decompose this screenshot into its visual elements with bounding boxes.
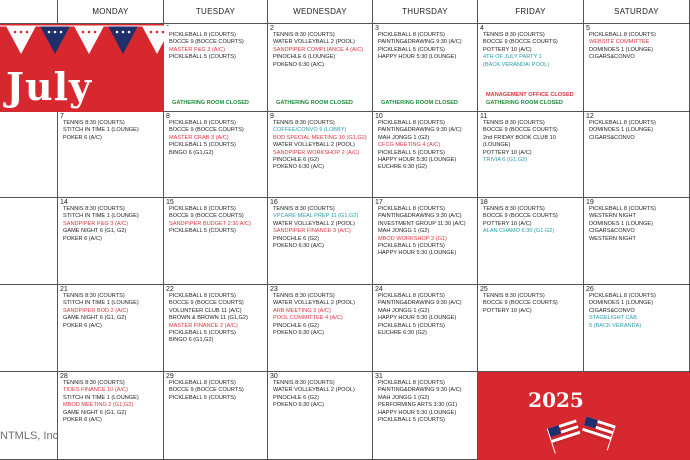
event-item[interactable]: DOMINOES 1 (LOUNGE) (589, 127, 654, 134)
event-item[interactable]: PICKLEBALL 8 (COURTS) (589, 293, 656, 299)
day-cell[interactable] (584, 24, 690, 112)
day-number: 9 (270, 113, 274, 120)
pennant-flag (108, 26, 138, 54)
event-item[interactable]: SANDPIPER COMPLIANCE 4 (A/C) (273, 46, 364, 53)
star-dot (82, 31, 85, 34)
event-item[interactable]: BOCCE 9 (BOCCE COURTS) (169, 127, 244, 134)
event-item[interactable]: PICKLEBALL 5 (COURTS) (169, 54, 236, 61)
event-item[interactable]: POTTERY 10 (A/C) (483, 307, 532, 314)
day-cell[interactable] (478, 112, 584, 198)
star-dot (156, 31, 159, 34)
event-item[interactable]: HAPPY HOUR 5:30 (LOUNGE) (378, 315, 457, 322)
day-header-sunday (0, 0, 58, 24)
day-cell[interactable] (373, 24, 478, 112)
event-item[interactable]: TENNIS 8:30 (COURTS) (273, 293, 335, 299)
event-item[interactable]: BOCCE 9 (BOCCE COURTS) (483, 213, 558, 220)
event-item[interactable]: 4TH OF JULY PARTY 1 (483, 54, 542, 61)
star-dot (150, 31, 153, 34)
day-number: 17 (375, 199, 383, 206)
event-item[interactable]: BOCCE 9 (BOCCE COURTS) (483, 127, 558, 134)
event-item[interactable]: MASTER P&G 3 (A/C) (169, 46, 225, 53)
event-item[interactable]: POKER 6 (A/C) (63, 134, 102, 141)
day-cell[interactable] (268, 24, 373, 112)
event-item[interactable]: TENNIS 8:30 (COURTS) (63, 120, 125, 126)
event-item[interactable]: POTTERY 10 (A/C) (483, 149, 532, 156)
day-number: 19 (586, 199, 594, 206)
event-item[interactable]: BOCCE 9 (BOCCE COURTS) (483, 300, 558, 307)
event-item[interactable]: PICKLEBALL 5 (COURTS) (378, 243, 445, 249)
event-item[interactable]: STAGELIGHT CAB (589, 315, 637, 322)
event-item[interactable]: STITCH IN TIME 1 (LOUNGE) (63, 127, 139, 134)
day-cell[interactable] (0, 285, 58, 372)
day-cell[interactable] (373, 372, 478, 460)
event-item[interactable]: SANDPIPER BUDGET 2:30 A/C) (169, 220, 251, 227)
event-item[interactable]: MAH JONGG 1 (G2) (378, 307, 430, 314)
event-item[interactable]: BINGO 6 (G1,G2) (169, 337, 214, 344)
event-item[interactable]: SANDPIPER WORKSHOP 2 (A/C) (273, 149, 360, 156)
event-item[interactable]: WATER VOLLEYBALL 2 (POOL) (273, 39, 355, 46)
event-item[interactable]: POKER 6 (A/C) (63, 417, 102, 423)
event-item[interactable]: STITCH IN TIME 1 (LOUNGE) (63, 394, 139, 401)
day-number: 3 (375, 25, 379, 32)
event-item[interactable]: POKENO 6:30 (A/C) (273, 402, 324, 409)
day-cell[interactable] (58, 372, 164, 460)
event-item[interactable]: WESTERN NIGHT (589, 213, 636, 220)
event-item[interactable]: PICKLEBALL 8 (COURTS) (589, 120, 656, 126)
day-cell[interactable] (58, 285, 164, 372)
day-cell[interactable] (164, 198, 268, 285)
event-item[interactable]: POKENO 6:30 (A/C) (273, 164, 324, 171)
star-dot (116, 31, 119, 34)
event-item[interactable]: PICKLEBALL 8 (COURTS) (589, 32, 656, 38)
day-cell[interactable] (58, 198, 164, 285)
event-item[interactable]: MBOD WORKSHOP 2 (G1) (378, 235, 447, 242)
event-item[interactable]: PICKLEBALL 8 (COURTS) (589, 206, 656, 212)
day-number: 15 (166, 199, 174, 206)
event-item[interactable]: PICKLEBALL 8 (COURTS) (378, 293, 445, 299)
event-item[interactable]: TIDES FINANCE 10 (A/C) (63, 387, 128, 394)
event-item[interactable]: TENNIS 8:30 (COURTS) (273, 120, 335, 126)
event-item[interactable]: PICKLEBALL 8 (COURTS) (378, 380, 445, 386)
event-item[interactable]: STITCH IN TIME 1 (LOUNGE) (63, 300, 139, 307)
event-item[interactable]: WATER VOLLEYBALL 2 (POOL) (273, 387, 355, 394)
event-item[interactable]: PICKLEBALL 8 (COURTS) (169, 206, 236, 212)
day-number: 14 (60, 199, 68, 206)
event-item[interactable]: TENNIS 8:30 (COURTS) (483, 32, 545, 38)
pennant-flag (40, 26, 70, 54)
star-dot (20, 31, 23, 34)
event-item[interactable]: PICKLEBALL 5 (COURTS) (378, 322, 445, 329)
day-cell[interactable] (164, 112, 268, 198)
closure-notice: GATHERING ROOM CLOSED (276, 100, 353, 106)
event-item[interactable]: HAPPY HOUR 5:30 (LOUNGE) (378, 250, 457, 257)
star-dot (14, 31, 17, 34)
day-cell[interactable] (478, 198, 584, 285)
event-item[interactable]: 5 (BACK VERANDA) (589, 322, 642, 329)
day-header-tuesday: TUESDAY (164, 0, 268, 24)
event-item[interactable]: DOMINOES 1 (LOUNGE) (589, 300, 654, 307)
event-item[interactable]: TENNIS 8:30 (COURTS) (483, 120, 545, 126)
event-item[interactable]: WATER VOLLEYBALL 2 (POOL) (273, 220, 355, 227)
day-cell[interactable] (268, 198, 373, 285)
event-item[interactable]: SANDPIPER BOD 2 (A/C) (63, 307, 129, 314)
day-header-saturday: SATURDAY (584, 0, 690, 24)
day-number: 21 (60, 286, 68, 293)
day-cell[interactable] (373, 285, 478, 372)
event-item[interactable]: PICKLEBALL 8 (COURTS) (169, 120, 236, 126)
event-item[interactable]: STITCH IN TIME 1 (LOUNGE) (63, 213, 139, 220)
day-number: 23 (270, 286, 278, 293)
event-item[interactable]: PINOCHLE 6 (G2) (273, 394, 320, 401)
crossed-flags-icon (546, 416, 626, 450)
day-cell[interactable] (268, 112, 373, 198)
event-item[interactable]: WATER VOLLEYBALL 2 (POOL) (273, 142, 355, 149)
event-item[interactable]: PINOCHLE 6 (G2) (273, 235, 320, 242)
event-item[interactable]: PICKLEBALL 5 (COURTS) (378, 417, 445, 423)
star-dot (162, 31, 165, 34)
day-cell[interactable] (0, 372, 58, 460)
day-number: 5 (586, 25, 590, 32)
event-item[interactable]: HAPPY HOUR 5:30 (LOUNGE) (378, 409, 457, 416)
event-item[interactable]: DOMINOES 1 (LOUNGE) (589, 220, 654, 227)
event-item[interactable]: HAPPY HOUR 5:30 (LOUNGE) (378, 157, 457, 163)
day-cell[interactable] (584, 285, 690, 372)
event-item[interactable]: 2nd FRIDAY BOOK CLUB 10 (483, 134, 556, 141)
day-cell[interactable] (0, 112, 58, 198)
day-cell[interactable] (478, 285, 584, 372)
day-cell[interactable] (164, 24, 268, 112)
event-item[interactable]: BOD SPECIAL MEETING 10 (G1,G2) (273, 134, 367, 141)
event-item[interactable]: (LOUNGE) (483, 142, 511, 149)
day-number: 2 (270, 25, 274, 32)
event-item[interactable]: POKENO 6:30 (A/C) (273, 243, 324, 249)
event-item[interactable]: GAME NIGHT 6 (G1, G2) (63, 228, 127, 235)
event-item[interactable]: INVESTMENT GROUP 11:30 (A/C) (378, 220, 466, 227)
event-item[interactable]: SANDPIPER FINANCE 3 (A/C) (273, 228, 351, 235)
event-item[interactable]: MAH JONGG 1 (G2) (378, 134, 430, 141)
event-item[interactable]: POKENO 6:30 (A/C) (273, 330, 324, 336)
event-item[interactable]: PICKLEBALL 8 (COURTS) (378, 32, 445, 38)
day-number: 16 (270, 199, 278, 206)
event-item[interactable]: BOCCE 9 (BOCCE COURTS) (169, 39, 244, 46)
pennant-flag (6, 26, 36, 54)
event-item[interactable]: PICKLEBALL 5 (COURTS) (169, 394, 236, 401)
event-item[interactable]: WESTERN NIGHT (589, 235, 636, 242)
day-cell[interactable] (584, 112, 690, 198)
event-item[interactable]: MASTER FINANCE 2 (A/C) (169, 322, 238, 329)
day-header-thursday: THURSDAY (373, 0, 478, 24)
pennant-flag (74, 26, 104, 54)
event-item[interactable]: WEBSITE COMMITTEE (589, 39, 650, 46)
day-number: 18 (480, 199, 488, 206)
event-item[interactable]: TENNIS 8:30 (COURTS) (273, 32, 335, 38)
event-item[interactable]: VOLUNTEER CLUB 11 (A/C) (169, 307, 242, 314)
event-item[interactable]: (BACK VERANDA/ POOL) (483, 61, 550, 68)
event-item[interactable]: VPCARE MEAL PREP 11 (G1,G2) (273, 213, 359, 220)
event-item[interactable]: SANDPIPER P&G 3 (A/C) (63, 220, 128, 227)
day-header-friday: FRIDAY (478, 0, 584, 24)
day-number: 10 (375, 113, 383, 120)
event-item[interactable]: CIGARS&CONVO (589, 228, 635, 235)
day-number: 29 (166, 373, 174, 380)
day-header-wednesday: WEDNESDAY (268, 0, 373, 24)
event-item[interactable]: BOCCE 9 (BOCCE COURTS) (169, 387, 244, 394)
event-item[interactable]: TENNIS 8:30 (COURTS) (63, 293, 125, 299)
event-item[interactable]: POKENO 6:30 (A/C) (273, 61, 324, 68)
day-cell[interactable] (164, 285, 268, 372)
event-item[interactable]: TENNIS 8:30 (COURTS) (63, 380, 125, 386)
star-dot (26, 31, 29, 34)
event-item[interactable]: TENNIS 8:30 (COURTS) (273, 206, 335, 212)
day-number: 30 (270, 373, 278, 380)
event-item[interactable]: DOMINOES 1 (LOUNGE) (589, 46, 654, 53)
closure-notice: MANAGEMENT OFFICE CLOSED (486, 92, 574, 98)
day-cell[interactable] (58, 112, 164, 198)
event-item[interactable]: TENNIS 8:30 (COURTS) (273, 380, 335, 386)
event-item[interactable]: PICKLEBALL 8 (COURTS) (378, 120, 445, 126)
event-item[interactable]: BOCCE 9 (BOCCE COURTS) (483, 39, 558, 46)
star-dot (60, 31, 63, 34)
day-header-monday: MONDAY (58, 0, 164, 24)
event-item[interactable]: MAH JONGG 1 (G2) (378, 228, 430, 235)
day-cell[interactable] (373, 198, 478, 285)
event-item[interactable]: ARB MEETING 3 (A/C) (273, 307, 331, 314)
event-item[interactable]: TENNIS 8:30 (COURTS) (483, 293, 545, 299)
event-item[interactable]: PINOCHLE 6 (G2) (273, 157, 320, 163)
event-item[interactable]: PAINTING&DRAWING 9:30 (A/C) (378, 127, 462, 134)
day-number: 12 (586, 113, 594, 120)
event-item[interactable]: BOCCE 9 (BOCCE COURTS) (169, 300, 244, 307)
event-item[interactable]: PICKLEBALL 5 (COURTS) (169, 228, 236, 235)
event-item[interactable]: POTTERY 10 (A/C) (483, 46, 532, 53)
closure-notice: GATHERING ROOM CLOSED (486, 100, 563, 106)
day-number: 31 (375, 373, 383, 380)
event-item[interactable]: PAINTING&DRAWING 9:30 (A/C) (378, 387, 462, 394)
event-item[interactable]: CIGARS&CONVO (589, 54, 635, 61)
event-item[interactable]: CIGARS&CONVO (589, 134, 635, 141)
event-item[interactable]: PICKLEBALL 5 (COURTS) (169, 142, 236, 149)
event-item[interactable]: MBOD MEETING 2 (G1,G2) (63, 402, 134, 409)
day-number: 26 (586, 286, 594, 293)
event-item[interactable]: GAME NIGHT 6 (G1, G2) (63, 315, 127, 322)
star-dot (128, 31, 131, 34)
event-item[interactable]: GAME NIGHT 6 (G1, G2) (63, 409, 127, 416)
day-number: 11 (480, 113, 488, 120)
event-item[interactable]: PICKLEBALL 5 (COURTS) (169, 330, 236, 336)
event-item[interactable]: PINOCHLE 6 (G2) (273, 322, 320, 329)
event-item[interactable]: PAINTING&DRAWING 9:30 (A/C) (378, 39, 462, 46)
event-item[interactable]: MAH JONGG 1 (G2) (378, 394, 430, 401)
event-item[interactable]: HAPPY HOUR 5:30 (LOUNGE) (378, 54, 457, 61)
event-item[interactable]: PICKLEBALL 5 (COURTS) (378, 149, 445, 156)
event-item[interactable]: BROWN & BROWN 11 (G1,G2) (169, 315, 248, 322)
day-cell[interactable] (584, 198, 690, 285)
day-number: 22 (166, 286, 174, 293)
star-dot (88, 31, 91, 34)
event-item[interactable]: POOL COMMITTEE 4 (A/C) (273, 315, 343, 322)
event-item[interactable]: COFFEE/CONVO 9 (LOBBY) (273, 127, 347, 134)
event-item[interactable]: PICKLEBALL 8 (COURTS) (378, 206, 445, 212)
event-item[interactable]: ALAN CHAMO 6:30 (G1,G2) (483, 228, 555, 235)
event-item[interactable]: PICKLEBALL 5 (COURTS) (378, 46, 445, 53)
day-cell[interactable] (164, 372, 268, 460)
star-dot (54, 31, 57, 34)
event-item[interactable]: WATER VOLLEYBALL 2 (POOL) (273, 300, 355, 307)
star-dot (48, 31, 51, 34)
event-item[interactable]: EUCHRE 6:30 (G2) (378, 164, 427, 171)
event-item[interactable]: BINGO 6 (G1,G2) (169, 149, 214, 156)
year-title: 2025 (528, 388, 584, 412)
day-number: 7 (60, 113, 64, 120)
month-title: July (6, 64, 93, 109)
day-number: 25 (480, 286, 488, 293)
us-flag (579, 416, 616, 450)
day-number: 8 (166, 113, 170, 120)
event-item[interactable]: CFCG MEETING 4 (A/C) (378, 142, 441, 149)
closure-notice: GATHERING ROOM CLOSED (381, 100, 458, 106)
event-item[interactable]: BOCCE 9 (BOCCE COURTS) (169, 213, 244, 220)
us-flag (547, 419, 584, 453)
day-cell[interactable] (0, 198, 58, 285)
event-item[interactable]: POKER 6 (A/C) (63, 235, 102, 242)
event-item[interactable]: PINOCHLE 6 (LOUNGE) (273, 54, 336, 61)
event-item[interactable]: POTTERY 10 (A/C) (483, 220, 532, 227)
event-item[interactable]: PICKLEBALL 8 (COURTS) (169, 293, 236, 299)
event-item[interactable]: EUCHRE 6:30 (G2) (378, 330, 427, 336)
day-number: 28 (60, 373, 68, 380)
day-number: 24 (375, 286, 383, 293)
day-cell[interactable] (268, 372, 373, 460)
event-item[interactable]: POKER 6 (A/C) (63, 322, 102, 329)
day-cell[interactable] (478, 24, 584, 112)
event-item[interactable]: TENNIS 8:30 (COURTS) (483, 206, 545, 212)
event-item[interactable]: TRIVIA 6 (G1,G2) (483, 157, 528, 163)
event-item[interactable]: CIGARS&CONVO (589, 307, 635, 314)
closure-notice: GATHERING ROOM CLOSED (172, 100, 249, 106)
event-item[interactable]: PAINTING&DRAWING 9:30 (A/C) (378, 300, 462, 307)
event-item[interactable]: TENNIS 8:30 (COURTS) (63, 206, 125, 212)
day-cell[interactable] (373, 112, 478, 198)
event-item[interactable]: MASTER CRAB 3 (A/C) (169, 134, 229, 141)
day-cell[interactable] (268, 285, 373, 372)
event-item[interactable]: PERFORMING ARTS 3:30 (G1) (378, 402, 458, 409)
star-dot (94, 31, 97, 34)
event-item[interactable]: PICKLEBALL 8 (COURTS) (169, 380, 236, 386)
event-item[interactable]: PAINTING&DRAWING 9:30 (A/C) (378, 213, 462, 220)
watermark: NTMLS, Inc (0, 430, 59, 442)
event-item[interactable]: PICKLEBALL 8 (COURTS) (169, 32, 236, 38)
star-dot (122, 31, 125, 34)
day-number: 4 (480, 25, 484, 32)
